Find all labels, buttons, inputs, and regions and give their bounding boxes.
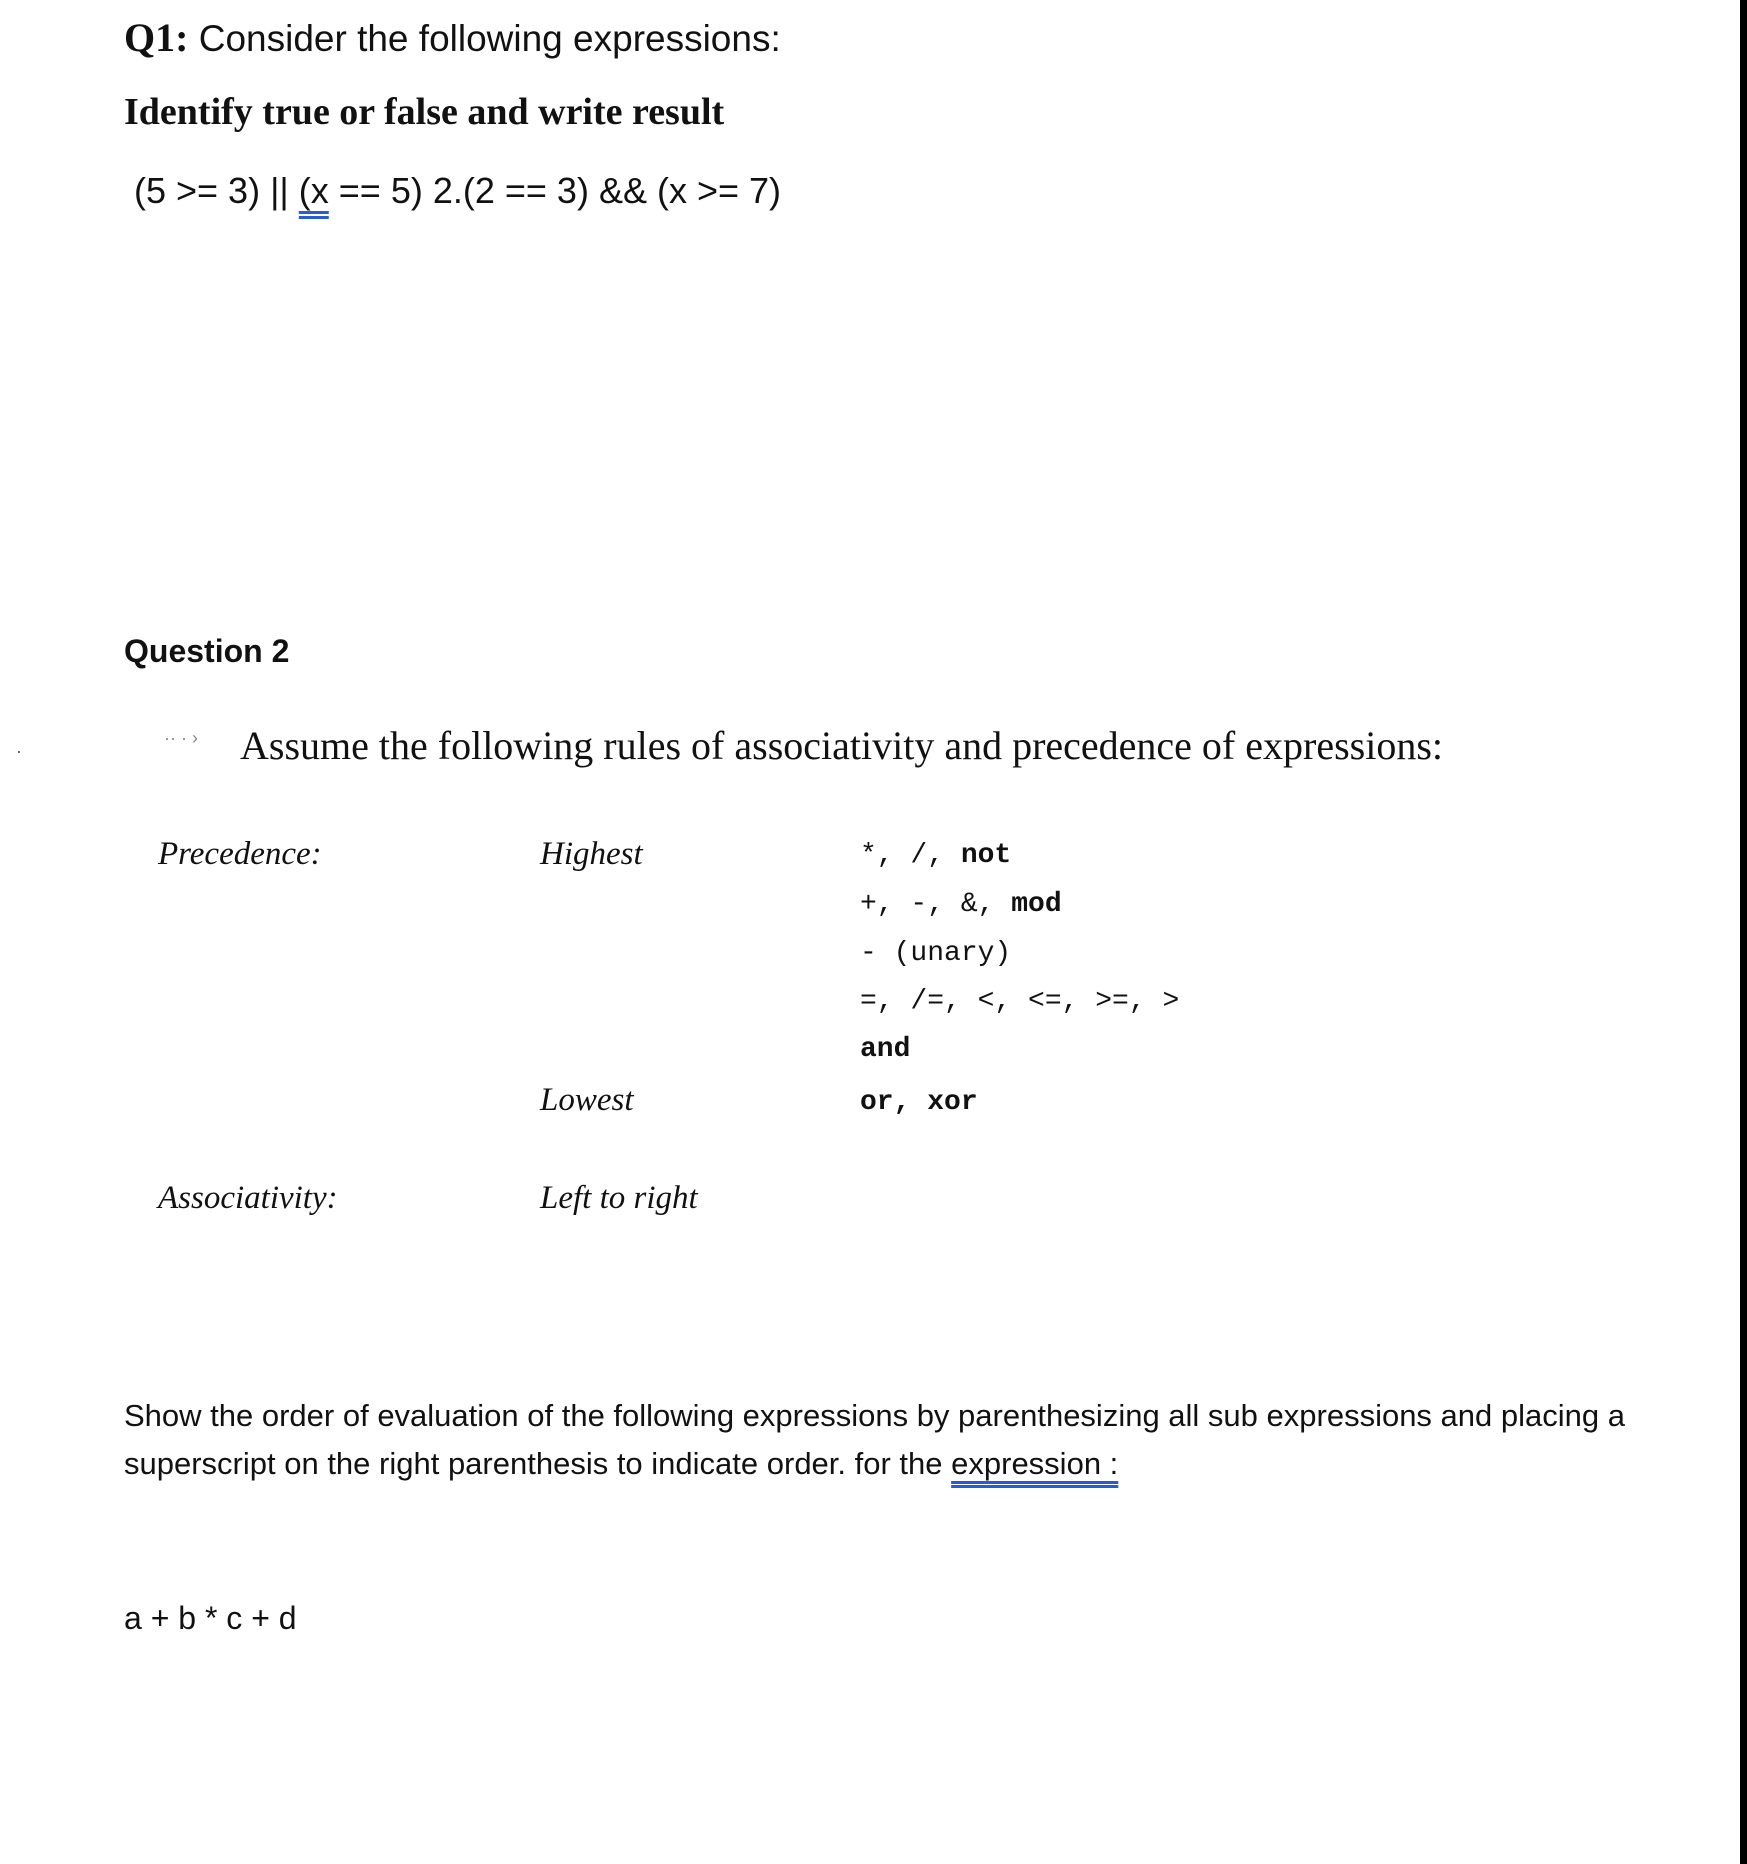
- stray-mark: [18, 751, 20, 753]
- q1-text: Consider the following expressions:: [188, 18, 781, 59]
- operator-row-6: [860, 1087, 978, 1118]
- op2-kw: mod: [1011, 889, 1062, 920]
- lowest-label: Lowest: [540, 1082, 634, 1118]
- q1-expression-part2: == 5) 2.(2 == 3) && (x >= 7): [328, 170, 782, 211]
- q1-expression: [134, 170, 781, 212]
- operator-row-5: [860, 1034, 910, 1065]
- operator-row-3: - (unary): [860, 938, 1012, 969]
- op6-kw: or, xor: [860, 1087, 978, 1118]
- q2-assume-text: Assume the following rules of associativity and precedence of expressions:: [240, 723, 1444, 768]
- q1-title: [124, 14, 781, 61]
- q1-instruction: Identify true or false and write result: [124, 91, 725, 133]
- associativity-label: Associativity:: [158, 1180, 338, 1216]
- q1-expression-flagged[interactable]: (x: [298, 170, 329, 211]
- q2-heading: Question 2: [124, 633, 290, 669]
- q2-stray-marks: ·· · ›: [164, 728, 198, 748]
- q1-expression-part1: (5 >= 3) ||: [134, 170, 299, 211]
- page-right-border: [1740, 0, 1747, 1864]
- q2-instruction-flagged[interactable]: expression :: [951, 1446, 1119, 1481]
- q2-expression: a + b * c + d: [124, 1600, 297, 1636]
- q1-label: Q1:: [124, 15, 189, 60]
- q2-instruction: [124, 1392, 1724, 1488]
- operator-row-4: =, /=, <, <=, >=, >: [860, 986, 1180, 1017]
- precedence-label: Precedence:: [158, 836, 322, 872]
- operator-row-2: [860, 889, 1062, 920]
- op2-text: +, -, &,: [860, 889, 1012, 920]
- q2-instruction-text: Show the order of evaluation of the following expressions by parenthesizing all sub expressions and placing a superscript on the right parenthesis to indicate order. for the: [124, 1398, 1625, 1481]
- op1-kw: not: [960, 840, 1012, 871]
- op5-kw: and: [860, 1034, 911, 1065]
- highest-label: Highest: [540, 836, 643, 872]
- associativity-value: Left to right: [540, 1180, 698, 1216]
- operator-row-1: [860, 840, 1011, 871]
- op1-text: *, /,: [860, 840, 961, 871]
